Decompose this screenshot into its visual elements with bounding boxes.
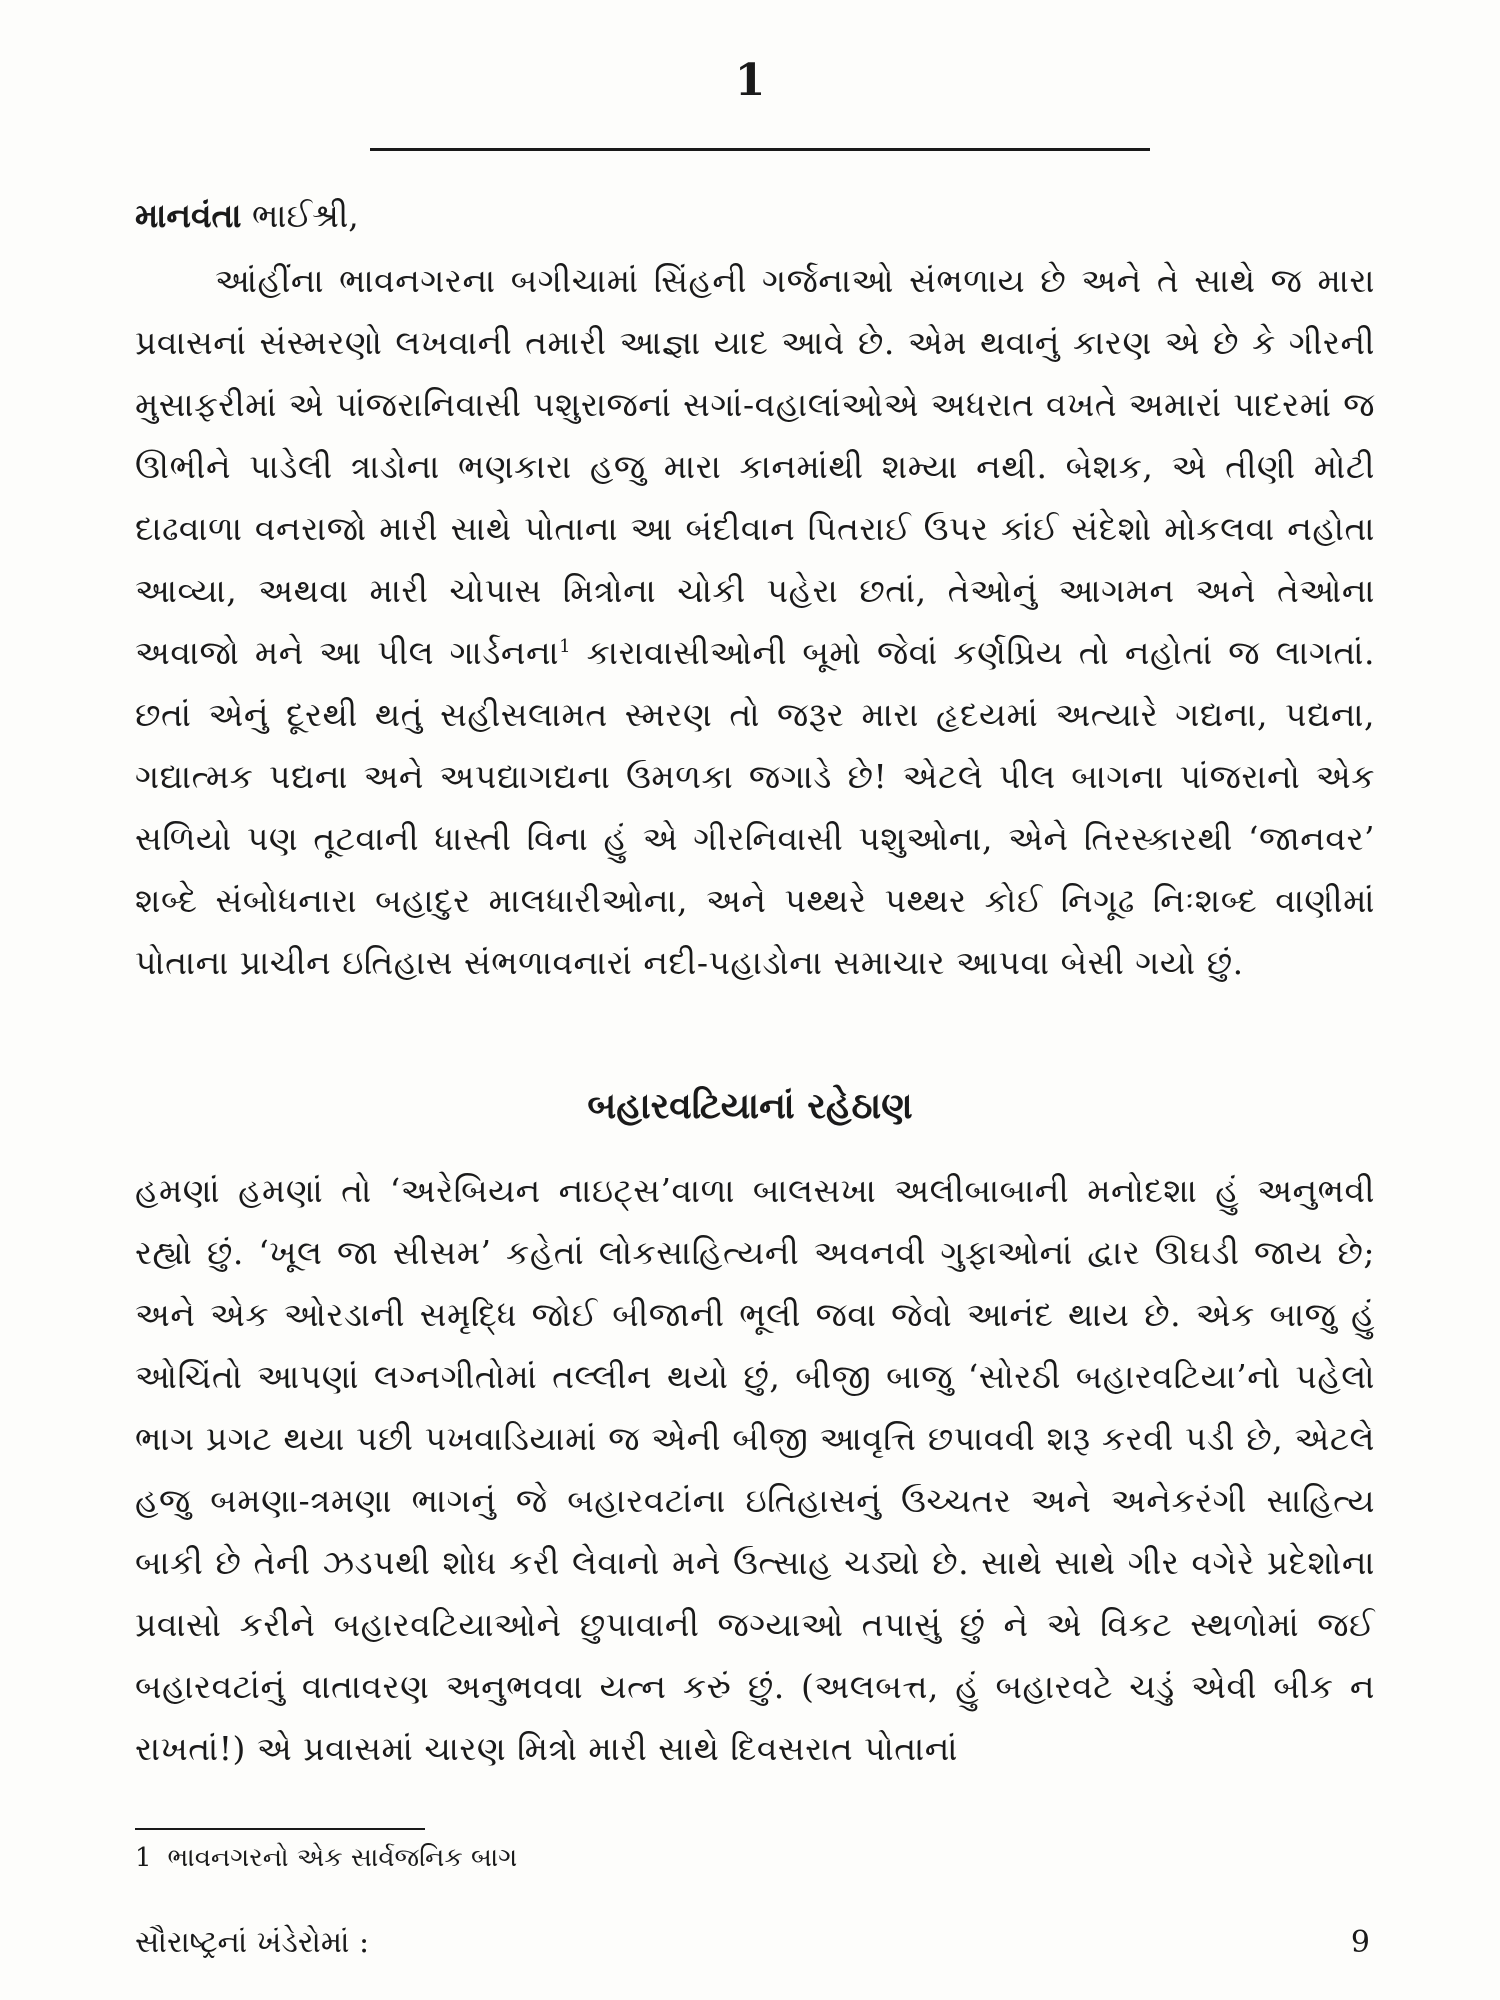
- footnote-text: ભાવનગરનો એક સાર્વજનિક બાગ: [167, 1843, 518, 1873]
- footnote: [135, 1838, 517, 1878]
- section-heading: બહારવટિયાનાં રહેઠાણ: [587, 1085, 913, 1127]
- salutation-rest: ભાઈશ્રી,: [241, 196, 359, 235]
- page-number: 9: [1350, 1925, 1370, 1960]
- chapter-divider: [370, 148, 1150, 151]
- paragraph-1: [135, 250, 1375, 994]
- paragraph-1-text-a: આંહીંના ભાવનગરના બગીચામાં સિંહની ગર્જનાઓ સંભળાય છે અને તે સાથે જ મારા પ્રવાસનાં સંસ્મરણો લખવાની તમારી આજ્ઞા યાદ આવે છે. એમ થવાનું કારણ એ છે કે ગીરની મુસાફરીમાં એ પાંજરાનિવાસી પશુરાજનાં સગાં-વહાલાંઓએ અધરાત વખતે અમારાં પાદરમાં જ ઊભીને પાડેલી ત્રાડોના ભણકારા હજુ મારા કાનમાંથી શમ્યા નથી. બેશક, એ તીણી મોટી દાઢવાળા વનરાજો મારી સાથે પોતાના આ બંદીવાન પિતરાઈ ઉપર કાંઈ સંદેશો મોકલવા નહોતા આવ્યા, અથવા મારી ચોપાસ મિત્રોના ચોકી પહેરા છતાં, તેઓનું આગમન અને તેઓના અવાજો મને આ પીલ ગાર્ડનના: [135, 261, 1375, 672]
- footnote-number: 1: [135, 1843, 152, 1873]
- footnote-divider: [135, 1828, 425, 1830]
- salutation-bold: માનવંતા: [135, 196, 242, 235]
- running-footer-title: સૌરાષ્ટ્રનાં ખંડેરોમાં :: [135, 1925, 370, 1960]
- paragraph-1-text-b: કારાવાસીઓની બૂમો જેવાં કર્ણપ્રિય તો નહોતાં જ લાગતાં. છતાં એનું દૂરથી થતું સહીસલામત સ્મરણ તો જરૂર મારા હૃદયમાં અત્યારે ગદ્યના, પદ્યના, ગદ્યાત્મક પદ્યના અને અપદ્યાગદ્યના ઉમળકા જગાડે છે! એટલે પીલ બાગના પાંજરાનો એક સળિયો પણ તૂટવાની ધાસ્તી વિના હું એ ગીરનિવાસી પશુઓના, એને તિરસ્કારથી ‘જાનવર’ શબ્દે સંબોધનારા બહાદુર માલધારીઓના, અને પથ્થરે પથ્થર કોઈ નિગૂઢ નિઃશબ્દ વાણીમાં પોતાના પ્રાચીન ઇતિહાસ સંભળાવનારાં નદી-પહાડોના સમાચાર આપવા બેસી ગયો છું.: [135, 633, 1375, 982]
- salutation: [135, 185, 1375, 247]
- paragraph-2: [135, 1160, 1375, 1780]
- paragraph-2-text: હમણાં હમણાં તો ‘અરેબિયન નાઇટ્સ’વાળા બાલસખા અલીબાબાની મનોદશા હું અનુભવી રહ્યો છું. ‘ખૂલ જા સીસમ’ કહેતાં લોકસાહિત્યની અવનવી ગુફાઓનાં દ્વાર ઊઘડી જાય છે; અને એક ઓરડાની સમૃદ્ધિ જોઈ બીજાની ભૂલી જવા જેવો આનંદ થાય છે. એક બાજુ હું ઓચિંતો આપણાં લગ્નગીતોમાં તલ્લીન થયો છું, બીજી બાજુ ‘સોરઠી બહારવટિયા’નો પહેલો ભાગ પ્રગટ થયા પછી પખવાડિયામાં જ એની બીજી આવૃત્તિ છપાવવી શરૂ કરવી પડી છે, એટલે હજુ બમણા-ત્રમણા ભાગનું જે બહારવટાંના ઇતિહાસનું ઉચ્ચતર અને અનેકરંગી સાહિત્ય બાકી છે તેની ઝડપથી શોધ કરી લેવાનો મને ઉત્સાહ ચડ્યો છે. સાથે સાથે ગીર વગેરે પ્રદેશોના પ્રવાસો કરીને બહારવટિયાઓને છુપાવાની જગ્યાઓ તપાસું છું ને એ વિકટ સ્થળોમાં જઈ બહારવટાંનું વાતાવરણ અનુભવવા યત્ન કરું છું. (અલબત્ત, હું બહારવટે ચડું એવી બીક ન રાખતાં!) એ પ્રવાસમાં ચારણ મિત્રો મારી સાથે દિવસરાત પોતાનાં: [135, 1171, 1375, 1768]
- footnote-reference[interactable]: 1: [559, 636, 572, 657]
- chapter-number: 1: [734, 55, 766, 106]
